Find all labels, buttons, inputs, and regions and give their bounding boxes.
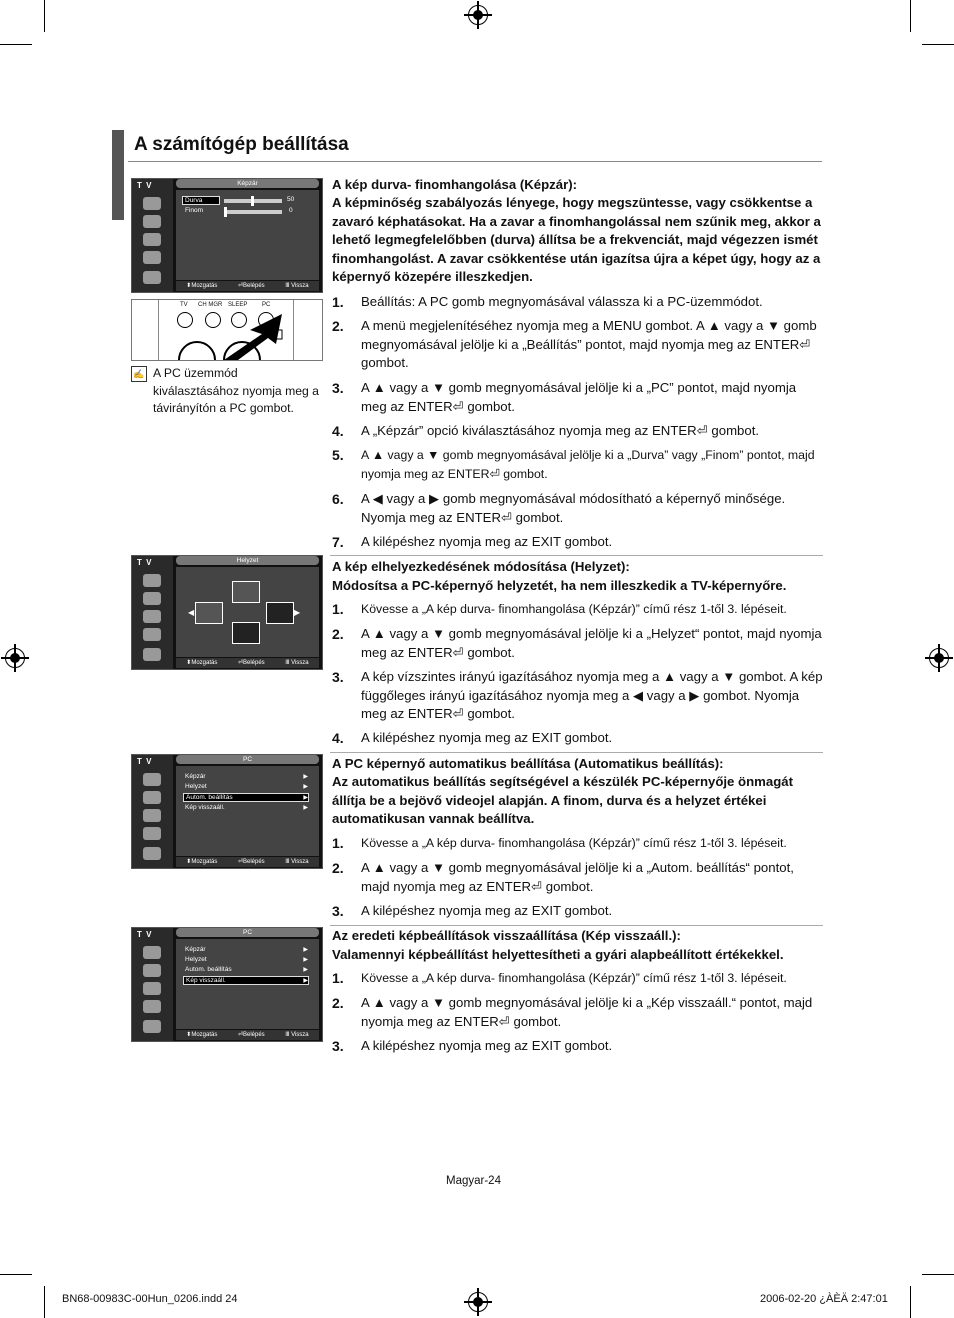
osd-header: PC	[176, 928, 319, 937]
osd-item-kep-visszaall: Kép visszaáll.	[183, 976, 309, 985]
crop-mark	[922, 1274, 954, 1275]
picture-icon	[143, 215, 161, 228]
position-down-box	[232, 622, 260, 644]
registration-mark-icon	[5, 648, 25, 668]
section-divider	[330, 752, 823, 753]
crop-mark	[44, 0, 45, 32]
channel-icon	[143, 827, 161, 840]
auto-heading: A PC képernyő automatikus beállítása (Automatikus beállítás):	[332, 756, 724, 771]
reset-step: 3. A kilépéshez nyomja meg az EXIT gombot.	[332, 1038, 613, 1054]
finom-slider	[224, 210, 282, 214]
arrow-left-icon: ◀	[188, 608, 195, 617]
auto-intro: Az automatikus beállítás segítségével a készülék PC-képernyője önmagát állítja be a bejövő videojel alapján. A finom, durva és a helyzet értékei automatikusan vannak beállítva.	[332, 774, 794, 826]
chevron-right-icon: ▶	[303, 947, 308, 953]
osd-header: Helyzet	[176, 556, 319, 565]
kepzar-step: 3. A ▲ vagy a ▼ gomb megnyomásával jelölje ki a „PC” pontot, majd nyomja meg az ENTER⏎ gombot.	[332, 380, 797, 414]
osd-footer	[176, 658, 319, 668]
title-divider	[128, 161, 822, 162]
chevron-right-icon: ▶	[303, 774, 308, 780]
chevron-right-icon: ▶	[303, 978, 308, 984]
osd-footer-move: ⬍Mozgatás	[186, 660, 218, 666]
setup-icon	[143, 271, 161, 284]
setup-icon	[143, 648, 161, 661]
remote-control-illustration	[131, 299, 323, 361]
kepzar-step: 1. Beállítás: A PC gomb megnyomásával válassza ki a PC-üzemmódot.	[332, 294, 763, 310]
footer-timestamp: 2006-02-20 ¿ÀÈÄ 2:47:01	[760, 1293, 888, 1305]
osd-item-durva: Durva	[182, 196, 220, 205]
chevron-right-icon: ▶	[303, 795, 308, 801]
chevron-right-icon: ▶	[303, 957, 308, 963]
registration-mark-icon	[468, 5, 488, 25]
osd-tv-label: T V	[137, 757, 153, 766]
pointer-arrow-icon	[172, 314, 297, 360]
helyzet-step: 2. A ▲ vagy a ▼ gomb megnyomásával jelölje ki a „Helyzet“ pontot, majd nyomja meg az ENTER⏎ gombot.	[332, 626, 822, 660]
crop-mark	[0, 44, 32, 45]
page-title: A számítógép beállítása	[134, 134, 349, 155]
reset-step: 2. A ▲ vagy a ▼ gomb megnyomásával jelölje ki a „Kép visszaáll.“ pontot, majd nyomja meg az ENTER⏎ gombot.	[332, 995, 813, 1029]
durva-slider-thumb	[251, 196, 254, 206]
kepzar-intro: A képminőség szabályozás lényege, hogy megszüntesse, vagy csökkentse a zavaró képhatásokat. Ha a zavar a finomhangolással nem szűnik meg, akkor a lehető legmegfelelőbben (durva) állítsa be a frekvenciát, majd végezzen ismét finomhangolást. A zavar csökkentése után igazítsa újra a képet úgy, hogy az a képernyő közepére illeszkedjen.	[332, 195, 821, 284]
remote-tv-label: TV	[180, 302, 188, 308]
osd-item-helyzet: Helyzet	[185, 783, 207, 790]
pc-mode-note	[131, 365, 321, 418]
chevron-right-icon: ▶	[303, 784, 308, 790]
osd-item-finom: Finom	[185, 207, 204, 214]
osd-item-autom: Autom. beállítás	[183, 793, 309, 802]
osd-pc-reset-screen	[131, 927, 323, 1042]
auto-step: 1. Kövesse a „A kép durva- finomhangolása (Képzár)” című rész 1-től 3. lépéseit.	[332, 835, 787, 851]
finom-slider-thumb	[224, 207, 227, 217]
osd-helyzet-screen	[131, 555, 323, 670]
osd-footer-move: ⬍Mozgatás	[186, 859, 218, 865]
osd-footer	[176, 857, 319, 867]
osd-pc-auto-screen	[131, 754, 323, 869]
osd-item-helyzet: Helyzet	[185, 956, 207, 963]
osd-kepzar-screen	[131, 178, 323, 293]
kepzar-step: 7. A kilépéshez nyomja meg az EXIT gombot.	[332, 534, 613, 550]
osd-item-kep-visszaall: Kép visszaáll.	[185, 804, 225, 811]
page-number: Magyar-24	[446, 1175, 501, 1187]
osd-footer-return: Ⅲ Vissza	[285, 283, 309, 289]
remote-sleep-label: SLEEP	[228, 302, 248, 308]
kepzar-heading: A kép durva- finomhangolása (Képzár):	[332, 177, 577, 192]
helyzet-step: 4. A kilépéshez nyomja meg az EXIT gombot.	[332, 730, 613, 746]
sound-icon	[143, 982, 161, 995]
osd-tv-label: T V	[137, 558, 153, 567]
osd-tv-label: T V	[137, 930, 153, 939]
crop-mark	[910, 0, 911, 32]
helyzet-step: 3. A kép vízszintes irányú igazításához nyomja meg a ▲ vagy a ▼ gombot. A kép függőleges irányú igazításához nyomja meg a ◀ vagy a ▶ gombot. Nyomja meg az ENTER⏎ gombot.	[332, 669, 823, 721]
sound-icon	[143, 809, 161, 822]
chevron-right-icon: ▶	[303, 805, 308, 811]
footer-file-info: BN68-00983C-00Hun_0206.indd 24	[62, 1293, 238, 1305]
crop-mark	[44, 1286, 45, 1318]
osd-footer-enter: ⏎Belépés	[237, 859, 265, 865]
osd-footer-enter: ⏎Belépés	[237, 283, 265, 289]
kepzar-step: 4. A „Képzár” opció kiválasztásához nyomja meg az ENTER⏎ gombot.	[332, 423, 760, 439]
osd-footer-return: Ⅲ Vissza	[285, 859, 309, 865]
note-text: A PC üzemmód kiválasztásához nyomja meg a távirányítón a PC gombot.	[153, 366, 319, 415]
arrow-right-icon: ▶	[294, 608, 301, 617]
position-up-box	[232, 581, 260, 603]
osd-header: Képzár	[176, 179, 319, 188]
osd-header: PC	[176, 755, 319, 764]
osd-footer-return: Ⅲ Vissza	[285, 660, 309, 666]
crop-mark	[0, 1274, 32, 1275]
osd-item-kepzar: Képzár	[185, 773, 206, 780]
setup-icon	[143, 1020, 161, 1033]
crop-mark	[910, 1286, 911, 1318]
position-left-box	[195, 602, 223, 624]
kepzar-step: 5. A ▲ vagy a ▼ gomb megnyomásával jelölje ki a „Durva” vagy „Finom” pontot, majd nyomja meg az ENTER⏎ gombot.	[332, 447, 815, 481]
setup-icon	[143, 847, 161, 860]
osd-item-kepzar: Képzár	[185, 946, 206, 953]
antenna-icon	[143, 946, 161, 959]
osd-footer-enter: ⏎Belépés	[237, 660, 265, 666]
osd-footer-move: ⬍Mozgatás	[186, 1032, 218, 1038]
helyzet-intro: Módosítsa a PC-képernyő helyzetét, ha nem illeszkedik a TV-képernyőre.	[332, 578, 787, 593]
helyzet-heading: A kép elhelyezkedésének módosítása (Helyzet):	[332, 559, 630, 574]
osd-footer-enter: ⏎Belépés	[237, 1032, 265, 1038]
auto-step: 2. A ▲ vagy a ▼ gomb megnyomásával jelölje ki a „Autom. beállítás“ pontot, majd nyomja meg az ENTER⏎ gombot.	[332, 860, 794, 894]
section-divider	[330, 555, 823, 556]
registration-mark-icon	[929, 648, 949, 668]
helyzet-step: 1. Kövesse a „A kép durva- finomhangolása (Képzár)” című rész 1-től 3. lépéseit.	[332, 601, 787, 617]
chevron-right-icon: ▶	[303, 967, 308, 973]
channel-icon	[143, 251, 161, 264]
sound-icon	[143, 233, 161, 246]
reset-heading: Az eredeti képbeállítások visszaállítása (Kép visszaáll.):	[332, 928, 681, 943]
picture-icon	[143, 791, 161, 804]
picture-icon	[143, 964, 161, 977]
note-icon: ✍	[131, 366, 147, 382]
antenna-icon	[143, 773, 161, 786]
sound-icon	[143, 610, 161, 623]
antenna-icon	[143, 574, 161, 587]
reset-step: 1. Kövesse a „A kép durva- finomhangolása (Képzár)” című rész 1-től 3. lépéseit.	[332, 970, 787, 986]
channel-icon	[143, 1000, 161, 1013]
crop-mark	[922, 44, 954, 45]
registration-mark-icon	[468, 1292, 488, 1312]
osd-item-autom: Autom. beállítás	[185, 966, 232, 973]
antenna-icon	[143, 197, 161, 210]
kepzar-step: 2. A menü megjelenítéséhez nyomja meg a MENU gombot. A ▲ vagy a ▼ gomb megnyomásával jelölje ki a „Beállítás” pontot, majd nyomja meg az ENTER⏎ gombot.	[332, 318, 817, 370]
osd-footer	[176, 1030, 319, 1040]
auto-step: 3. A kilépéshez nyomja meg az EXIT gombot.	[332, 903, 613, 919]
picture-icon	[143, 592, 161, 605]
kepzar-step: 6. A ◀ vagy a ▶ gomb megnyomásával módosítható a képernyő minősége. Nyomja meg az ENTER⏎ gombot.	[332, 491, 786, 525]
title-accent-bar	[112, 130, 124, 220]
osd-footer-return: Ⅲ Vissza	[285, 1032, 309, 1038]
channel-icon	[143, 628, 161, 641]
osd-footer	[176, 281, 319, 291]
durva-value: 50	[287, 196, 295, 203]
reset-intro: Valamennyi képbeállítást helyettesítheti a gyári alapbeállított értékekkel.	[332, 947, 784, 962]
finom-value: 0	[289, 207, 293, 214]
osd-tv-label: T V	[137, 181, 153, 190]
remote-chmgr-label: CH MGR	[198, 302, 223, 308]
position-right-box	[266, 602, 294, 624]
remote-pc-label: PC	[262, 302, 271, 308]
section-divider	[330, 925, 823, 926]
osd-footer-move: ⬍Mozgatás	[186, 283, 218, 289]
